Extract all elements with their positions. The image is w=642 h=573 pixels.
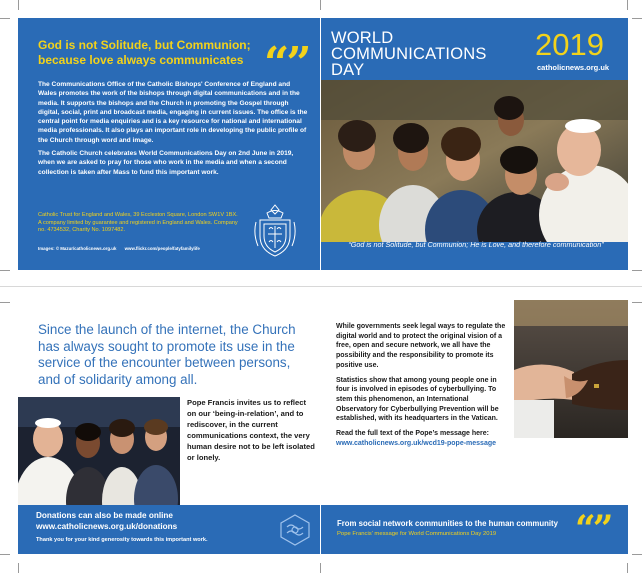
read-more-label: Read the full text of the Pope’s message here: xyxy=(336,430,490,438)
crop-mark xyxy=(0,270,10,271)
crop-mark xyxy=(320,0,321,10)
message-banner-title: From social network communities to the human community xyxy=(337,519,558,528)
crop-mark xyxy=(627,0,628,10)
cover-panel xyxy=(321,18,628,270)
crop-mark xyxy=(0,302,10,303)
message-banner-subtitle: Pope Francis’ message for World Communications Day 2019 xyxy=(337,531,497,537)
bishops-crest-icon xyxy=(250,202,300,258)
donation-banner xyxy=(18,505,320,554)
crop-mark xyxy=(320,563,321,573)
crop-mark xyxy=(627,563,628,573)
communications-logo-icon xyxy=(278,513,312,547)
about-panel xyxy=(18,18,320,270)
message-paragraph: While governments seek legal ways to regulate the digital world and to protect the original vision of a free, open and secure network, we all have the possibility and the responsibility to promote its positive use. xyxy=(336,323,506,369)
donation-title: Donations can also be made online xyxy=(36,511,173,520)
crop-mark xyxy=(632,270,642,271)
donation-link[interactable]: www.catholicnews.org.uk/donations xyxy=(36,522,178,531)
cover-website: catholicnews.org.uk xyxy=(537,63,610,72)
crop-mark xyxy=(18,563,19,573)
crop-mark xyxy=(632,302,642,303)
crop-mark xyxy=(0,18,10,19)
message-banner xyxy=(321,505,628,554)
crop-mark xyxy=(18,0,19,10)
pope-youth-photo xyxy=(18,397,180,505)
read-more-line xyxy=(336,429,506,448)
about-body xyxy=(38,80,310,181)
message-text xyxy=(336,322,506,453)
charity-address: Catholic Trust for England and Wales, 39 Eccleston Square, London SW1V 1BX. A company limited by guarantee and registered in England and Wales. Company no. 4734532, Charity No. 1097482. xyxy=(38,212,238,234)
fold-line xyxy=(0,286,642,287)
crop-mark xyxy=(632,18,642,19)
message-paragraph: Statistics show that among young people one in four is involved in episodes of cyberbullying. To stem this phenomenon, an International Observatory for Cyberbullying Prevention will be established, with its headquarters in the Vatican. xyxy=(336,376,499,423)
pope-invitation-text: Pope Francis invites us to reflect on our ‘being-in-relation’, and to rediscover, in the current communications context, the very human desire not to be left isolated or lonely. xyxy=(187,398,315,462)
mission-heading: Since the launch of the internet, the Church has always sought to promote its use in the service of the encounter between persons, and of solidarity among all. xyxy=(38,322,296,387)
about-paragraph: The Communications Office of the Catholic Bishops' Conference of England and Wales promotes the work of the bishops through digital communications and in the media. It supports the bishops and the Church in promoting the Gospel through digital, social, print and broadcast media, engaging in current issues. The office is the central point for media enquiries and is a key resource for national and international media professionals. It also plays an important role in developing the public profile of the Church through word and image. xyxy=(38,81,308,144)
cover-title: WORLD COMMUNICATIONS DAY xyxy=(331,29,487,79)
pope-message-link[interactable]: www.catholicnews.org.uk/wcd19-pope-message xyxy=(336,439,497,447)
image-credit: Images: © Mazur/catholicnews.org.uk xyxy=(38,246,117,251)
about-heading: God is not Solitude, but Communion; because love always communicates xyxy=(38,38,251,67)
pope-crowd-photo xyxy=(321,80,628,242)
handshake-photo xyxy=(514,300,628,438)
donation-thanks: Thank you for your kind generosity towards this important work. xyxy=(36,537,208,543)
quote-icon: “” xyxy=(264,38,309,89)
image-credits xyxy=(38,246,268,252)
quote-icon: “” xyxy=(575,508,611,550)
crop-mark xyxy=(0,554,10,555)
cover-year: 2019 xyxy=(535,27,604,62)
crop-mark xyxy=(632,554,642,555)
about-paragraph: The Catholic Church celebrates World Communications Day on 2nd June in 2019, when we are asked to pray for those who work in the media and when a second collection is taken after Mass to fund this important work. xyxy=(38,150,294,176)
cover-caption: “God is not Solitude, but Communion; He is Love, and therefore communication” xyxy=(348,240,604,249)
image-credit: www.flickr.com/people/fatyfamilylife xyxy=(124,246,200,251)
